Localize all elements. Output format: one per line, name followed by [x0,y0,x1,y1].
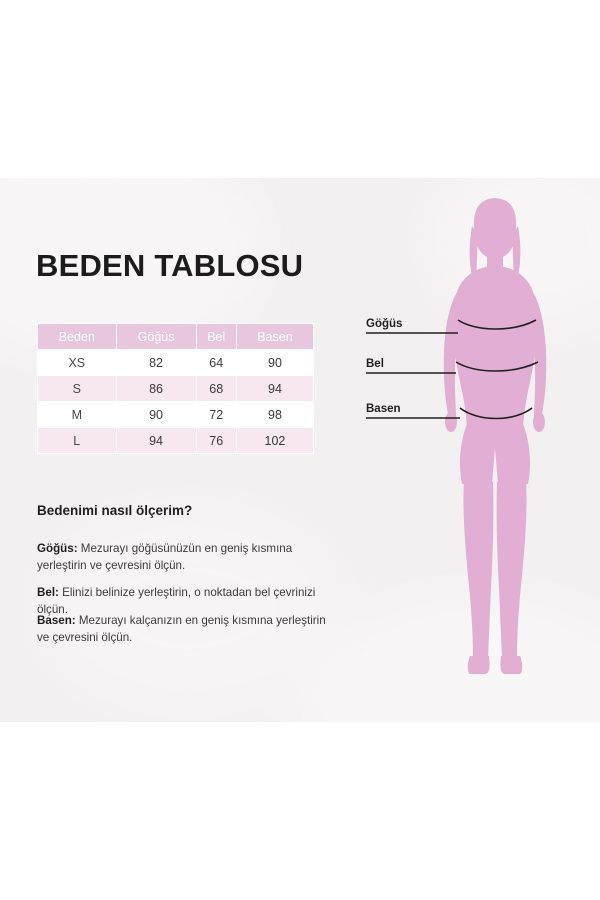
howto-item-bust [37,540,337,575]
woman-body-silhouette-icon [400,196,590,696]
howto-text: Elinizi belinize yerleştirin, o noktadan bel çevrinizi ölçün. [37,586,316,617]
cell-size: XS [38,350,117,376]
cell-size: M [38,402,117,428]
size-chart-panel [0,178,600,722]
howto-term: Bel: [37,586,59,599]
column-header-gogus: Göğüs [116,324,196,350]
cell-waist: 76 [196,428,236,454]
column-header-beden: Beden [38,324,117,350]
howto-text: Mezurayı göğüsünüzün en geniş kısmına yerleştirin ve çevresini ölçün. [37,542,293,573]
table-row [38,402,314,428]
cell-bust: 90 [116,402,196,428]
column-header-basen: Basen [236,324,313,350]
cell-hip: 102 [236,428,313,454]
cell-hip: 94 [236,376,313,402]
howto-item-hip [37,612,337,647]
cell-bust: 86 [116,376,196,402]
size-table [37,323,314,454]
table-header-row [38,324,314,350]
size-table-head [38,324,314,350]
cell-bust: 82 [116,350,196,376]
page-title: BEDEN TABLOSU [36,248,304,283]
size-table-body [38,350,314,454]
panel-content [0,178,600,722]
cell-bust: 94 [116,428,196,454]
column-header-bel: Bel [196,324,236,350]
table-row [38,376,314,402]
cell-size: L [38,428,117,454]
table-row [38,350,314,376]
callout-label-bust: Göğüs [366,318,403,330]
cell-hip: 98 [236,402,313,428]
howto-text: Mezurayı kalçanızın en geniş kısmına yerleştirin ve çevresini ölçün. [37,614,326,645]
callout-label-waist: Bel [366,358,384,370]
cell-waist: 68 [196,376,236,402]
cell-hip: 90 [236,350,313,376]
cell-waist: 72 [196,402,236,428]
table-row [38,428,314,454]
howto-term: Göğüs: [37,542,78,555]
howto-term: Basen: [37,614,76,627]
body-silhouette-figure [400,196,590,696]
cell-size: S [38,376,117,402]
howto-heading: Bedenimi nasıl ölçerim? [37,503,193,518]
cell-waist: 64 [196,350,236,376]
callout-label-hip: Basen [366,403,401,415]
